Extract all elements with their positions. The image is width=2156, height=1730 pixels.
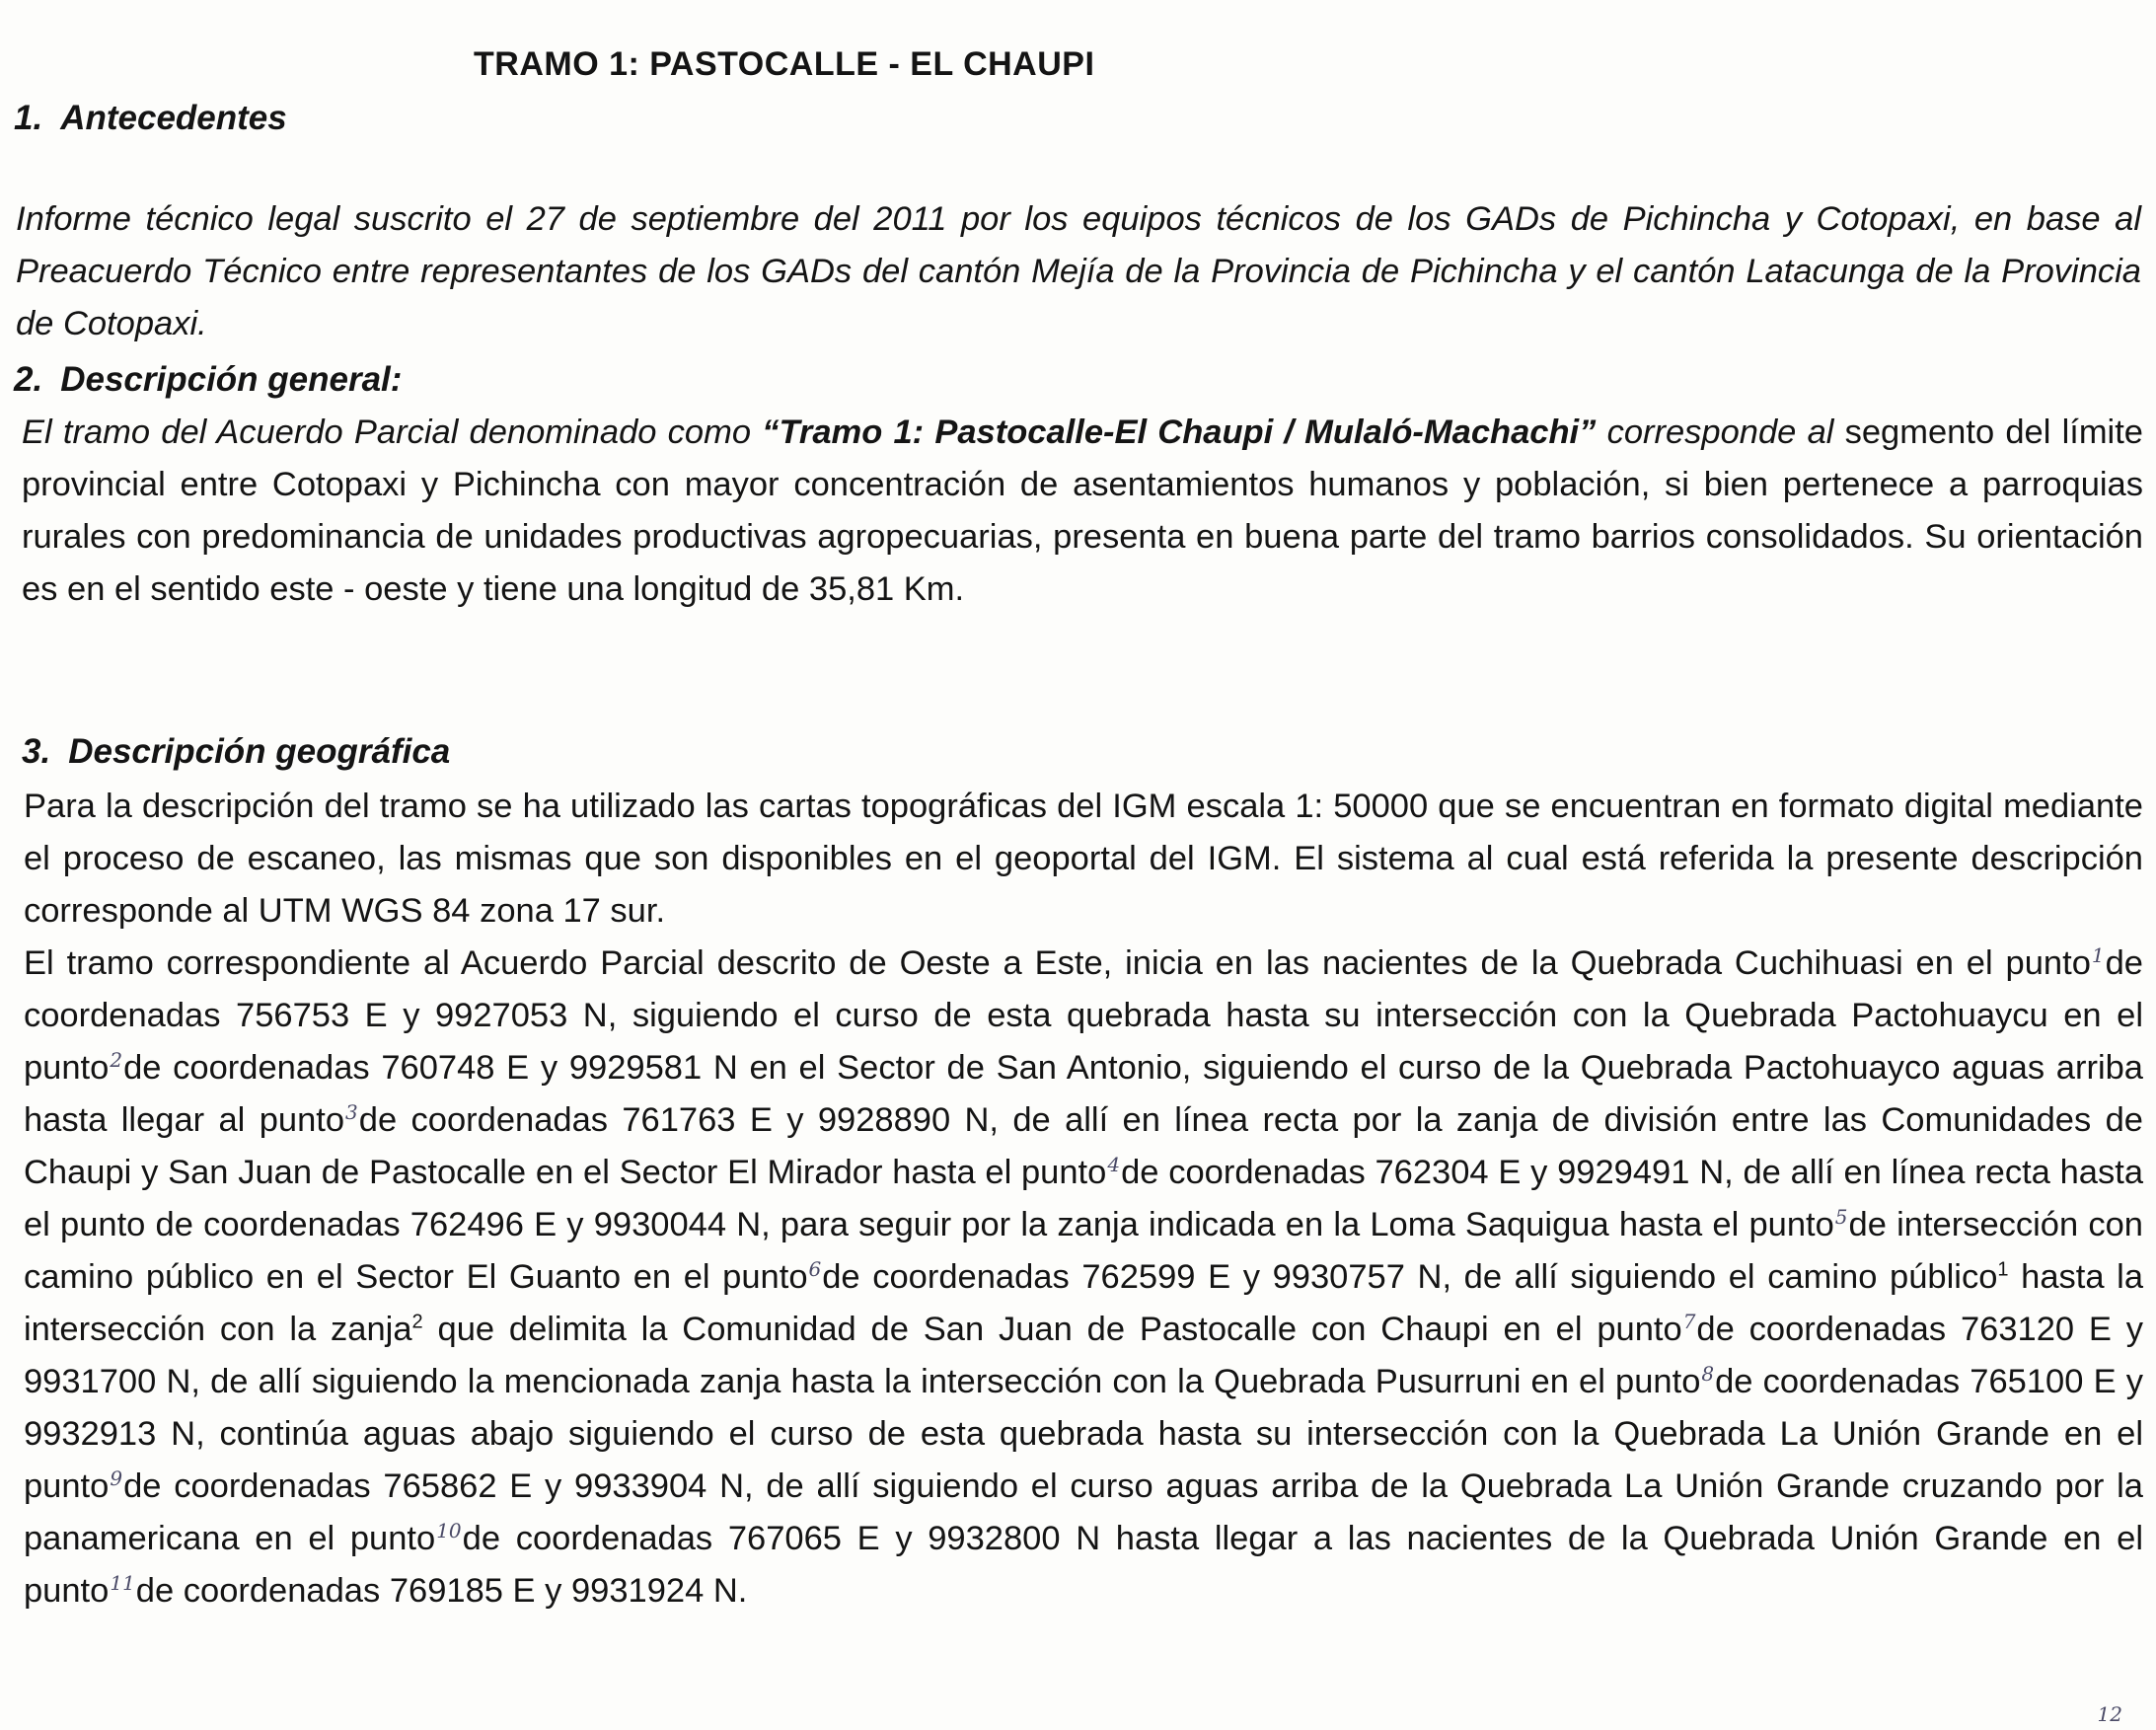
geo-text-4: de coordenadas 761763 E y 9928890 N, de allí en línea recta por la zanja de división entre las Comunidades de Chaupi y San Juan de Pastocalle en el Sector El Mirador hasta el punto bbox=[24, 1101, 2143, 1191]
section-3-number: 3. bbox=[22, 732, 51, 771]
geo-text-1: El tramo correspondiente al Acuerdo Parcial descrito de Oeste a Este, inicia en las nacientes de la Quebrada Cuchihuasi en el punto bbox=[24, 944, 2091, 982]
section-3-paragraph-2 bbox=[24, 938, 2143, 1617]
handwritten-point-1: 1 bbox=[2091, 942, 2105, 967]
section-2-lead: El tramo del Acuerdo Parcial denominado como bbox=[22, 414, 763, 451]
geo-text-9: que delimita la Comunidad de San Juan de Pastocalle con Chaupi en el punto bbox=[422, 1311, 1682, 1348]
handwritten-point-5: 5 bbox=[1834, 1204, 1848, 1229]
handwritten-page-mark: 12 bbox=[2097, 1702, 2122, 1726]
section-2-body: segmento del límite provincial entre Cotopaxi y Pichincha con mayor concentración de asentamientos humanos y población, si bien pertenece a parroquias rurales con predominancia de unidades productivas agropecuarias, presenta en buena parte del tramo barrios consolidados. Su orientación es en el sentido este - oeste y tiene una longitud de 35,81 Km. bbox=[22, 414, 2143, 608]
geo-text-3: de coordenadas 760748 E y 9929581 N en el Sector de San Antonio, siguiendo el curso de la Quebrada Pactohuayco aguas arriba hasta llegar al punto bbox=[24, 1049, 2143, 1139]
handwritten-point-2: 2 bbox=[110, 1047, 123, 1072]
footnote-ref-1[interactable]: 1 bbox=[1997, 1258, 2009, 1281]
geo-text-14: de coordenadas 769185 E y 9931924 N. bbox=[135, 1572, 748, 1610]
section-1-title: Antecedentes bbox=[60, 99, 287, 137]
section-1-number: 1. bbox=[14, 99, 43, 137]
geo-text-5: de coordenadas 762304 E y 9929491 N, de allí en línea recta hasta el punto de coordenadas 762496 E y 9930044 N, para seguir por la zanja indicada en la Loma Saquigua hasta el punto bbox=[24, 1154, 2144, 1243]
geo-text-6: de intersección con camino público en el Sector El Guanto en el punto bbox=[24, 1206, 2143, 1296]
section-2-emphasis: “Tramo 1: Pastocalle-El Chaupi / Mulaló-Machachi” bbox=[762, 414, 1597, 451]
geo-text-10: de coordenadas 763120 E y 9931700 N, de allí siguiendo la mencionada zanja hasta la intersección con la Quebrada Pusurruni en el punto bbox=[24, 1311, 2143, 1400]
handwritten-point-3: 3 bbox=[345, 1099, 358, 1124]
geo-text-7: de coordenadas 762599 E y 9930757 N, de allí siguiendo el camino público bbox=[822, 1258, 1998, 1296]
handwritten-point-6: 6 bbox=[808, 1256, 822, 1281]
handwritten-point-10: 10 bbox=[436, 1518, 462, 1542]
handwritten-point-8: 8 bbox=[1701, 1361, 1715, 1386]
section-3-paragraph-1: Para la descripción del tramo se ha utilizado las cartas topográficas del IGM escala 1: 50000 que se encuentran en formato digital mediante el proceso de escaneo, las mismas que son disponibles en el geoportal del IGM. El sistema al cual está referida la presente descripción corresponde al UTM WGS 84 zona 17 sur. bbox=[24, 788, 2143, 930]
section-1-heading bbox=[14, 99, 287, 138]
geo-text-8: hasta la intersección con la zanja bbox=[24, 1258, 2144, 1348]
geo-text-13: de coordenadas 767065 E y 9932800 N hasta llegar a las nacientes de la Quebrada Unión Grande en el punto bbox=[24, 1520, 2143, 1610]
section-1-paragraph: Informe técnico legal suscrito el 27 de septiembre del 2011 por los equipos técnicos de los GADs de Pichincha y Cotopaxi, en base al Preacuerdo Técnico entre representantes de los GADs del cantón Mejía de la Provincia de Pichincha y el cantón Latacunga de la Provincia de Cotopaxi. bbox=[16, 200, 2141, 342]
geo-text-2: de coordenadas 756753 E y 9927053 N, siguiendo el curso de esta quebrada hasta su intersección con la Quebrada Pactohuaycu en el punto bbox=[24, 944, 2143, 1087]
section-2-heading bbox=[14, 360, 402, 400]
geo-text-12: de coordenadas 765862 E y 9933904 N, de allí siguiendo el curso aguas arriba de la Quebrada La Unión Grande cruzando por la panamericana en el punto bbox=[24, 1467, 2143, 1557]
section-2-number: 2. bbox=[14, 360, 43, 399]
section-3-heading bbox=[22, 732, 450, 772]
geo-text-11: de coordenadas 765100 E y 9932913 N, continúa aguas abajo siguiendo el curso de esta quebrada hasta su intersección con la Quebrada La Unión Grande en el punto bbox=[24, 1363, 2143, 1505]
handwritten-point-11: 11 bbox=[110, 1570, 135, 1595]
handwritten-point-7: 7 bbox=[1682, 1309, 1696, 1333]
footnote-ref-2[interactable]: 2 bbox=[411, 1311, 423, 1333]
handwritten-point-9: 9 bbox=[110, 1466, 123, 1490]
section-2-title: Descripción general: bbox=[60, 360, 403, 399]
section-2-paragraph bbox=[22, 407, 2143, 616]
section-3-title: Descripción geográfica bbox=[68, 732, 451, 771]
document-title: TRAMO 1: PASTOCALLE - EL CHAUPI bbox=[474, 45, 1095, 83]
section-2-lead-end: corresponde al bbox=[1596, 414, 1834, 451]
handwritten-point-4: 4 bbox=[1107, 1152, 1121, 1176]
